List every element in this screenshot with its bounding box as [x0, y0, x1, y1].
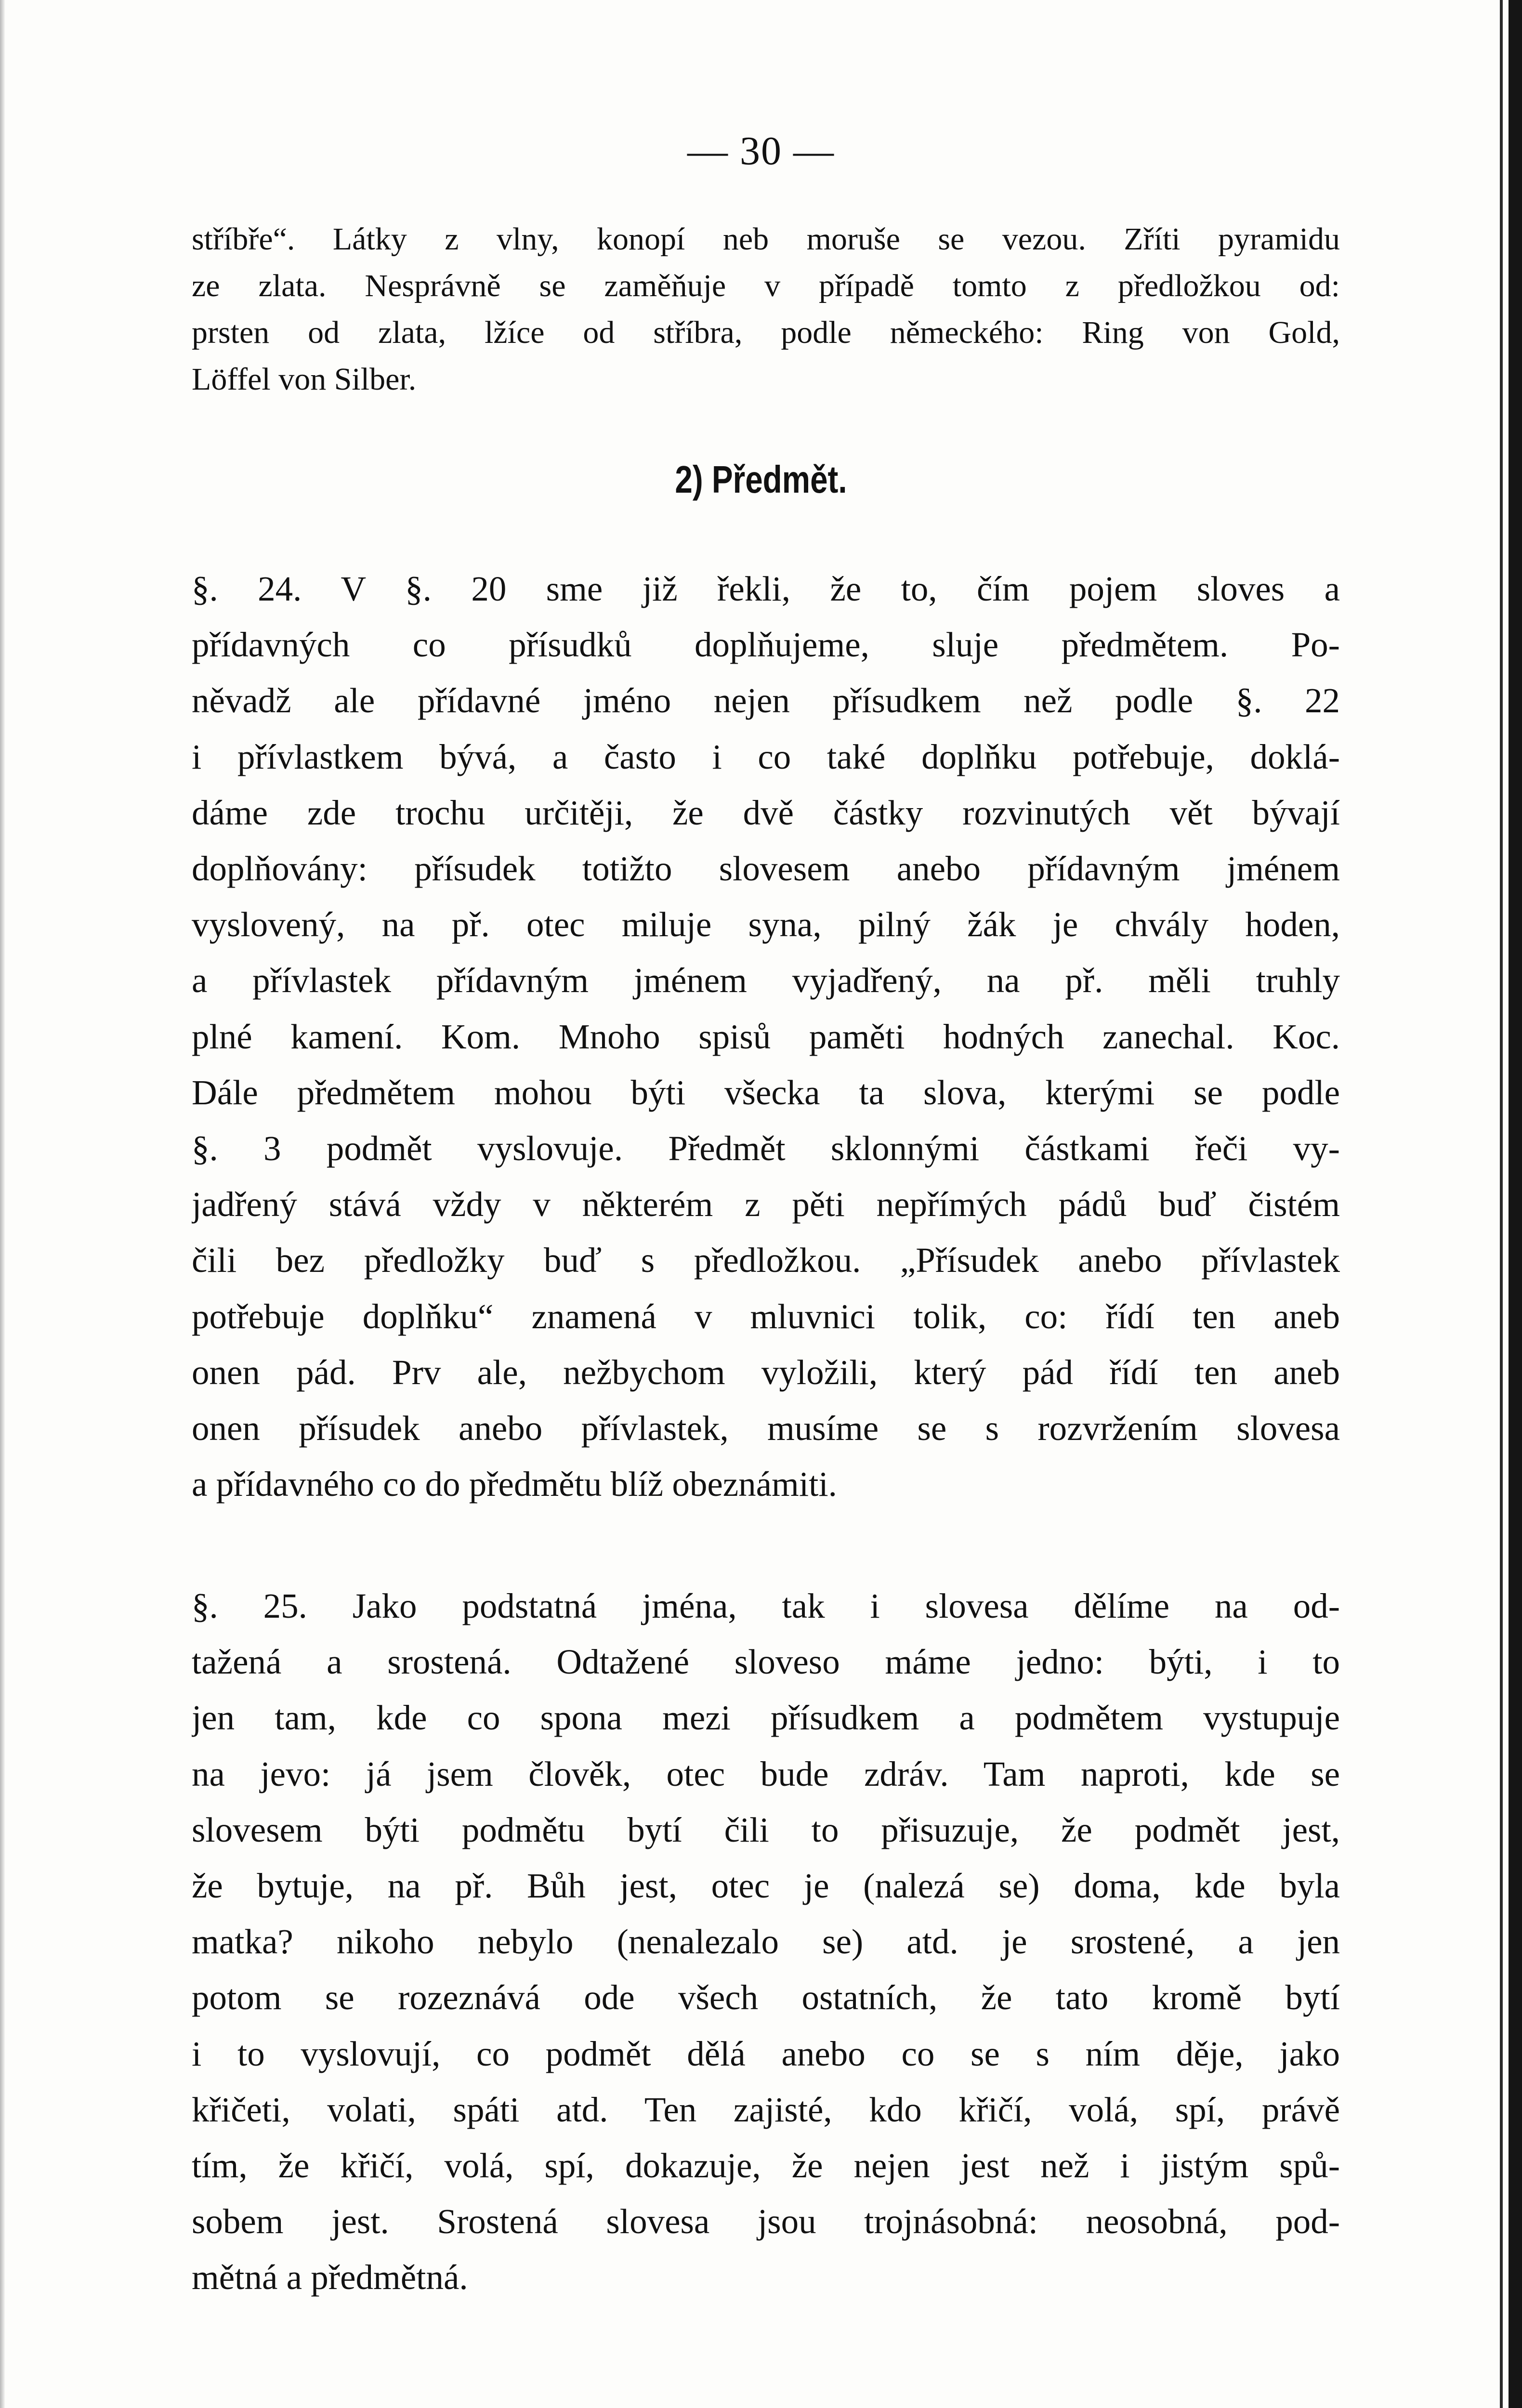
text-line: §. 24. V §. 20 sme již řekli, že to, čím pojem sloves a — [192, 569, 1340, 608]
page-binding-line — [1500, 0, 1503, 2408]
page-right-edge — [1509, 0, 1522, 2408]
paragraph-24 — [192, 561, 1340, 1512]
text-line: tažená a srostená. Odtažené sloveso máme jedno: býti, i to — [192, 1642, 1340, 1682]
text-line: i přívlastkem bývá, a často i co také doplňku potřebuje, doklá- — [192, 737, 1340, 776]
text-line: Löffel von Silber. — [192, 362, 417, 397]
text-line: §. 3 podmět vyslovuje. Předmět sklonnými částkami řeči vy- — [192, 1129, 1340, 1168]
text-line: §. 25. Jako podstatná jména, tak i slovesa dělíme na od- — [192, 1586, 1340, 1625]
text-line: doplňovány: přísudek totižto slovesem anebo přídavným jménem — [192, 849, 1340, 889]
text-line: a přídavného co do předmětu blíž obeznámiti. — [192, 1465, 837, 1504]
text-line: mětná a předmětná. — [192, 2258, 468, 2297]
text-line: tím, že křičí, volá, spí, dokazuje, že nejen jest než i jistým spů- — [192, 2146, 1340, 2186]
text-line: Dále předmětem mohou býti všecka ta slova, kterými se podle — [192, 1073, 1340, 1112]
text-line: křičeti, volati, spáti atd. Ten zajisté, kdo křičí, volá, spí, právě — [192, 2090, 1340, 2129]
text-line: něvadž ale přídavné jméno nejen přísudkem než podle §. 22 — [192, 681, 1340, 720]
text-line: dáme zde trochu určitěji, že dvě částky rozvinutých vět bývají — [192, 793, 1340, 832]
text-line: ze zlata. Nesprávně se zaměňuje v případě tomto z předložkou od: — [192, 268, 1340, 303]
intro-paragraph — [192, 216, 1340, 403]
text-line: přídavných co přísudků doplňujeme, sluje předmětem. Po- — [192, 625, 1340, 665]
text-line: jen tam, kde co spona mezi přísudkem a podmětem vystupuje — [192, 1698, 1340, 1738]
page-left-shadow — [0, 0, 5, 2408]
text-line: jadřený stává vždy v některém z pěti nepřímých pádů buď čistém — [192, 1185, 1340, 1224]
text-line: na jevo: já jsem člověk, otec bude zdráv. Tam naproti, kde se — [192, 1754, 1340, 1793]
text-line: i to vyslovují, co podmět dělá anebo co se s ním děje, jako — [192, 2034, 1340, 2073]
text-line: potřebuje doplňku“ znamená v mluvnici tolik, co: řídí ten aneb — [192, 1296, 1340, 1336]
text-line: onen pád. Prv ale, nežbychom vyložili, který pád řídí ten aneb — [192, 1352, 1340, 1392]
text-line: a přívlastek přídavným jménem vyjadřený, na př. měli truhly — [192, 961, 1340, 1000]
text-line: slovesem býti podmětu bytí čili to přisuzuje, že podmět jest, — [192, 1810, 1340, 1849]
text-line: vyslovený, na př. otec miluje syna, pilný žák je chvály hoden, — [192, 905, 1340, 944]
paragraph-25 — [192, 1578, 1340, 2306]
section-heading: 2) Předmět. — [675, 458, 847, 501]
text-line: onen přísudek anebo přívlastek, musíme se s rozvržením slovesa — [192, 1409, 1340, 1448]
text-line: potom se rozeznává ode všech ostatních, že tato kromě bytí — [192, 1978, 1340, 2017]
text-line: že bytuje, na př. Bůh jest, otec je (nalezá se) doma, kde byla — [192, 1866, 1340, 1906]
text-line: stříbře“. Látky z vlny, konopí neb moruše se vezou. Zříti pyramidu — [192, 222, 1340, 257]
text-line: plné kamení. Kom. Mnoho spisů paměti hodných zanechal. Koc. — [192, 1017, 1340, 1056]
text-line: prsten od zlata, lžíce od stříbra, podle německého: Ring von Gold, — [192, 315, 1340, 350]
text-line: čili bez předložky buď s předložkou. „Přísudek anebo přívlastek — [192, 1241, 1340, 1280]
text-line: matka? nikoho nebylo (nenalezalo se) atd. je srostené, a jen — [192, 1922, 1340, 1962]
text-line: sobem jest. Srostená slovesa jsou trojnásobná: neosobná, pod- — [192, 2202, 1340, 2241]
page-number: — 30 — — [687, 129, 835, 173]
